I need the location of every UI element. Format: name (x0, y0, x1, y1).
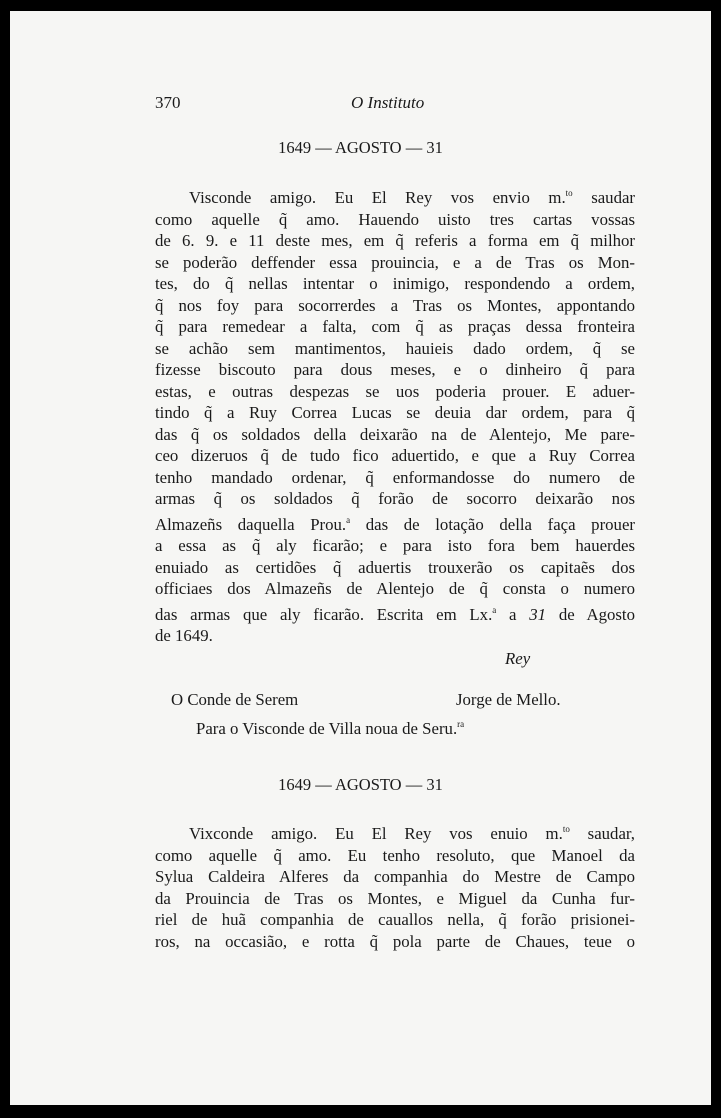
running-title: O Instituto (351, 93, 425, 112)
signer-left: O Conde de Serem (171, 690, 299, 709)
letter2-line: ros, na occasião, e rotta q̃ pola parte de Chaues, teue o (155, 931, 635, 951)
letter1-line: a essa as q̃ aly ficarão; e para isto fora bem hauerdes (155, 536, 635, 555)
letter1-line: das q̃ os soldados della deixarão na de Alentejo, Me pare- (155, 424, 635, 444)
letter1-line: officiaes dos Almazeñs de Alentejo de q̃ consta o numero (155, 579, 635, 598)
signer-right: Jorge de Mello. (456, 690, 561, 709)
letter1-line: tenho mandado ordenar, q̃ enformandosse do numero de (155, 467, 635, 487)
letter2-line: riel de huã companhia de cauallos nella, q̃ forão prisionei- (155, 910, 635, 929)
letter2-line: da Prouincia de Tras os Montes, e Miguel da Cunha fur- (155, 888, 635, 908)
letter1-line: enuiado as certidões q̃ aduertis trouxerão os capitaẽs dos (155, 557, 635, 577)
address-line: Para o Visconde de Villa noua de Seru.$^{ra}$ (196, 719, 465, 738)
letter1-line: de 1649. (155, 626, 213, 645)
letter1-line: estas, e outras despezas se uos poderia prouer. E aduer- (155, 381, 635, 401)
letter1-body (155, 183, 635, 647)
letter2-body (155, 819, 635, 952)
page-number: 370 (155, 93, 181, 112)
page-header (155, 93, 635, 119)
letter1-line: de 6. 9. e 11 deste mes, em q̃ referis a forma em q̃ milhor (155, 231, 635, 250)
letter1-date: 1649 — AGOSTO — 31 (278, 138, 443, 157)
letter2-line: Sylua Caldeira Alferes da companhia do Mestre de Campo (155, 867, 635, 886)
letter1-line: q̃ para remedear a falta, com q̃ as praças dessa fronteira (155, 317, 635, 336)
letter2-line: como aquelle q̃ amo. Eu tenho resoluto, que Manoel da (155, 845, 635, 865)
letter2-date: 1649 — AGOSTO — 31 (278, 775, 443, 794)
letter1-line: ceo dizeruos q̃ de tudo fico aduertido, e que a Ruy Correa (155, 446, 635, 465)
document-page (10, 11, 711, 1105)
letter2-line: Vixconde amigo. Eu El Rey vos enuio m.$^{to}$ saudar, (189, 824, 636, 843)
letter1-line: Visconde amigo. Eu El Rey vos envio m.$^{to}$ saudar (189, 188, 635, 207)
letter1-line: q̃ nos foy para socorrerdes a Tras os Montes, appontando (155, 295, 635, 315)
letter1-line: se achão sem mantimentos, hauieis dado ordem, q̃ se (155, 338, 635, 358)
letter1-line: armas q̃ os soldados q̃ forão de socorro deixarão nos (155, 489, 635, 508)
letter1-line: tes, do q̃ nellas intentar o inimigo, respondendo a ordem, (155, 274, 635, 293)
letter1-line: se poderão deffender essa prouincia, e a de Tras os Mon- (155, 252, 635, 272)
letter1-line: tindo q̃ a Ruy Correa Lucas se deuia dar ordem, para q̃ (155, 403, 635, 422)
letter1-line: como aquelle q̃ amo. Hauendo uisto tres cartas vossas (155, 209, 635, 229)
signature-rey: Rey (505, 649, 531, 668)
letter1-line: das armas que aly ficarão. Escrita em Lx.$^a$ a 31 de Agosto (155, 604, 635, 624)
letter1-line: fizesse biscouto para dous meses, e o dinheiro q̃ para (155, 360, 635, 379)
letter1-line: Almazeñs daquella Prou.$^a$ das de lotação della faça prouer (155, 514, 635, 534)
